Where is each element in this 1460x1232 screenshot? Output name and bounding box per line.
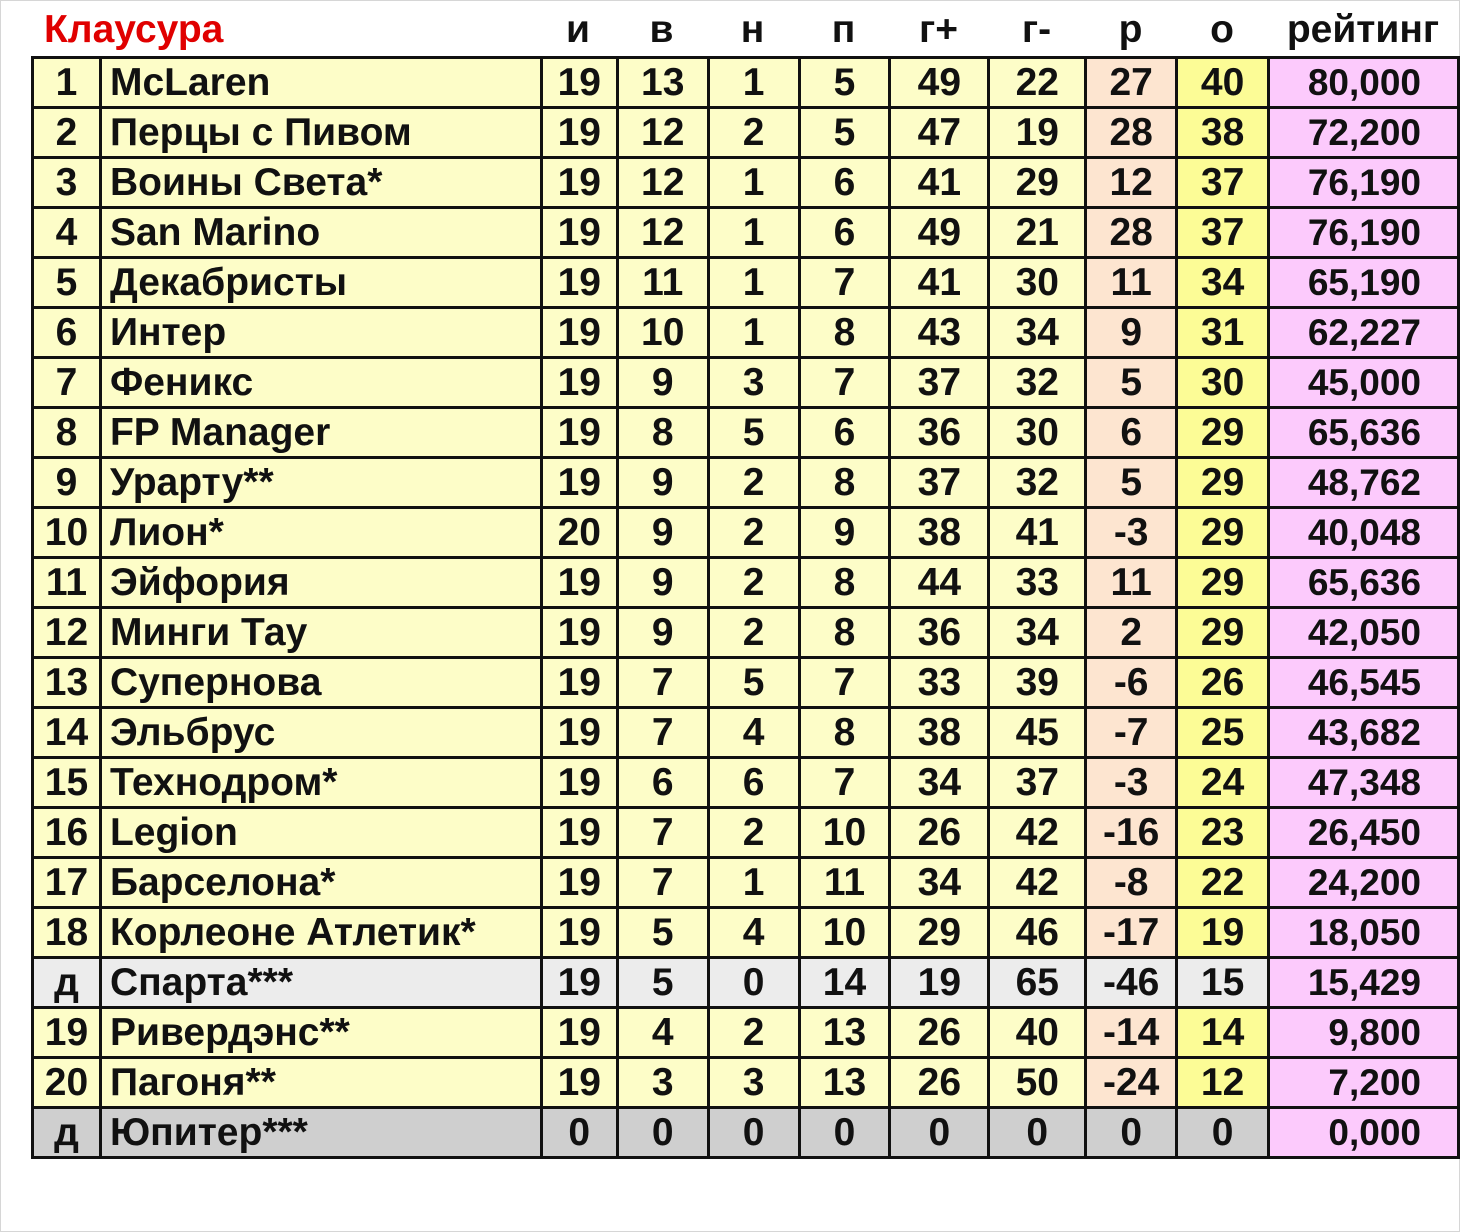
draws-cell: 1: [708, 208, 799, 258]
goal-difference-cell: 6: [1086, 408, 1177, 458]
points-cell: 14: [1177, 1008, 1269, 1058]
goals-against-cell: 33: [989, 558, 1086, 608]
draws-cell: 2: [708, 808, 799, 858]
games-cell: 0: [541, 1108, 617, 1158]
goals-for-cell: 0: [890, 1108, 989, 1158]
games-cell: 19: [541, 608, 617, 658]
table-row: [33, 208, 1459, 258]
team-name-cell: Юпитер***: [100, 1108, 541, 1158]
position-cell: 15: [33, 758, 101, 808]
table-row: [33, 458, 1459, 508]
points-cell: 29: [1177, 458, 1269, 508]
wins-cell: 4: [617, 1008, 708, 1058]
table-row: [33, 158, 1459, 208]
table-row: [33, 858, 1459, 908]
position-cell: 1: [33, 58, 101, 108]
wins-cell: 11: [617, 258, 708, 308]
draws-cell: 1: [708, 158, 799, 208]
goal-difference-cell: -17: [1086, 908, 1177, 958]
goals-for-cell: 26: [890, 808, 989, 858]
wins-cell: 5: [617, 908, 708, 958]
draws-cell: 2: [708, 1008, 799, 1058]
table-row: [33, 558, 1459, 608]
games-cell: 19: [541, 358, 617, 408]
goals-against-cell: 37: [989, 758, 1086, 808]
points-cell: 19: [1177, 908, 1269, 958]
team-name-cell: Спарта***: [100, 958, 541, 1008]
col-header-goals-for: г+: [918, 8, 959, 51]
draws-cell: 1: [708, 308, 799, 358]
rating-cell: 48,762: [1269, 458, 1459, 508]
goals-against-cell: 46: [989, 908, 1086, 958]
team-name-cell: Урарту**: [100, 458, 541, 508]
goals-for-cell: 36: [890, 608, 989, 658]
col-header-rating: рейтинг: [1286, 8, 1440, 51]
losses-cell: 8: [799, 558, 890, 608]
wins-cell: 9: [617, 358, 708, 408]
team-name-cell: San Marino: [100, 208, 541, 258]
goal-difference-cell: 27: [1086, 58, 1177, 108]
team-name-cell: FP Manager: [100, 408, 541, 458]
losses-cell: 8: [799, 308, 890, 358]
goals-against-cell: 0: [989, 1108, 1086, 1158]
games-cell: 19: [541, 958, 617, 1008]
goal-difference-cell: -7: [1086, 708, 1177, 758]
team-name-cell: Барселона*: [100, 858, 541, 908]
losses-cell: 7: [799, 358, 890, 408]
losses-cell: 6: [799, 158, 890, 208]
table-row: [33, 308, 1459, 358]
draws-cell: 6: [708, 758, 799, 808]
position-cell: 18: [33, 908, 101, 958]
position-cell: 10: [33, 508, 101, 558]
goal-difference-cell: 2: [1086, 608, 1177, 658]
goal-difference-cell: 11: [1086, 258, 1177, 308]
rating-cell: 43,682: [1269, 708, 1459, 758]
position-cell: 19: [33, 1008, 101, 1058]
goals-for-cell: 37: [890, 458, 989, 508]
team-name-cell: McLaren: [100, 58, 541, 108]
goals-against-cell: 30: [989, 258, 1086, 308]
goals-against-cell: 34: [989, 608, 1086, 658]
goals-against-cell: 45: [989, 708, 1086, 758]
team-name-cell: Супернова: [100, 658, 541, 708]
rating-cell: 65,636: [1269, 408, 1459, 458]
points-cell: 29: [1177, 558, 1269, 608]
goals-against-cell: 29: [989, 158, 1086, 208]
col-header-goals-against: г-: [1021, 8, 1052, 51]
col-header-difference: р: [1118, 8, 1143, 51]
wins-cell: 12: [617, 108, 708, 158]
wins-cell: 9: [617, 508, 708, 558]
wins-cell: 6: [617, 758, 708, 808]
games-cell: 19: [541, 558, 617, 608]
goals-for-cell: 34: [890, 858, 989, 908]
goals-for-cell: 33: [890, 658, 989, 708]
table-row: [33, 608, 1459, 658]
col-header-games: и: [566, 8, 590, 51]
points-cell: 29: [1177, 508, 1269, 558]
games-cell: 19: [541, 58, 617, 108]
games-cell: 19: [541, 158, 617, 208]
draws-cell: 5: [708, 658, 799, 708]
draws-cell: 1: [708, 858, 799, 908]
losses-cell: 7: [799, 258, 890, 308]
goal-difference-cell: -3: [1086, 508, 1177, 558]
rating-cell: 24,200: [1269, 858, 1459, 908]
rating-cell: 40,048: [1269, 508, 1459, 558]
draws-cell: 2: [708, 608, 799, 658]
goals-against-cell: 39: [989, 658, 1086, 708]
goal-difference-cell: -14: [1086, 1008, 1177, 1058]
position-cell: 2: [33, 108, 101, 158]
goals-for-cell: 19: [890, 958, 989, 1008]
table-row: [33, 1008, 1459, 1058]
draws-cell: 2: [708, 508, 799, 558]
points-cell: 37: [1177, 208, 1269, 258]
draws-cell: 5: [708, 408, 799, 458]
goals-for-cell: 37: [890, 358, 989, 408]
goals-against-cell: 42: [989, 808, 1086, 858]
standings-body: [33, 58, 1459, 1158]
wins-cell: 7: [617, 708, 708, 758]
position-cell: 7: [33, 358, 101, 408]
draws-cell: 4: [708, 908, 799, 958]
team-name-cell: Пагоня**: [100, 1058, 541, 1108]
wins-cell: 0: [617, 1108, 708, 1158]
losses-cell: 5: [799, 58, 890, 108]
table-row: [33, 658, 1459, 708]
position-cell: 17: [33, 858, 101, 908]
goal-difference-cell: -46: [1086, 958, 1177, 1008]
table-row: [33, 958, 1459, 1008]
col-header-losses: п: [831, 8, 856, 51]
losses-cell: 8: [799, 608, 890, 658]
points-cell: 26: [1177, 658, 1269, 708]
losses-cell: 8: [799, 708, 890, 758]
wins-cell: 9: [617, 458, 708, 508]
points-cell: 29: [1177, 408, 1269, 458]
position-cell: 16: [33, 808, 101, 858]
draws-cell: 1: [708, 58, 799, 108]
games-cell: 19: [541, 458, 617, 508]
goal-difference-cell: 0: [1086, 1108, 1177, 1158]
draws-cell: 2: [708, 108, 799, 158]
losses-cell: 14: [799, 958, 890, 1008]
points-cell: 38: [1177, 108, 1269, 158]
losses-cell: 6: [799, 408, 890, 458]
position-cell: 12: [33, 608, 101, 658]
goals-for-cell: 49: [890, 208, 989, 258]
goal-difference-cell: -24: [1086, 1058, 1177, 1108]
wins-cell: 5: [617, 958, 708, 1008]
rating-cell: 62,227: [1269, 308, 1459, 358]
losses-cell: 11: [799, 858, 890, 908]
position-cell: 14: [33, 708, 101, 758]
draws-cell: 4: [708, 708, 799, 758]
goal-difference-cell: -16: [1086, 808, 1177, 858]
header-row: [0, 0, 1460, 56]
games-cell: 19: [541, 1008, 617, 1058]
points-cell: 25: [1177, 708, 1269, 758]
points-cell: 24: [1177, 758, 1269, 808]
goals-for-cell: 29: [890, 908, 989, 958]
losses-cell: 7: [799, 658, 890, 708]
position-cell: 6: [33, 308, 101, 358]
goal-difference-cell: -6: [1086, 658, 1177, 708]
draws-cell: 1: [708, 258, 799, 308]
position-cell: 9: [33, 458, 101, 508]
draws-cell: 0: [708, 958, 799, 1008]
rating-cell: 72,200: [1269, 108, 1459, 158]
losses-cell: 6: [799, 208, 890, 258]
team-name-cell: Ривердэнс**: [100, 1008, 541, 1058]
team-name-cell: Legion: [100, 808, 541, 858]
team-name-cell: Перцы с Пивом: [100, 108, 541, 158]
goals-for-cell: 41: [890, 258, 989, 308]
wins-cell: 12: [617, 158, 708, 208]
rating-cell: 46,545: [1269, 658, 1459, 708]
losses-cell: 10: [799, 808, 890, 858]
losses-cell: 10: [799, 908, 890, 958]
rating-cell: 47,348: [1269, 758, 1459, 808]
goals-for-cell: 49: [890, 58, 989, 108]
goals-for-cell: 47: [890, 108, 989, 158]
position-cell: 13: [33, 658, 101, 708]
goals-for-cell: 36: [890, 408, 989, 458]
rating-cell: 0,000: [1269, 1108, 1459, 1158]
rating-cell: 9,800: [1269, 1008, 1459, 1058]
position-cell: 8: [33, 408, 101, 458]
table-row: [33, 1058, 1459, 1108]
rating-cell: 18,050: [1269, 908, 1459, 958]
goals-against-cell: 34: [989, 308, 1086, 358]
standings-table: [31, 56, 1460, 1159]
col-header-draws: н: [740, 8, 765, 51]
goals-against-cell: 19: [989, 108, 1086, 158]
table-title: Клаусура: [44, 8, 224, 51]
position-cell: д: [33, 1108, 101, 1158]
points-cell: 23: [1177, 808, 1269, 858]
wins-cell: 3: [617, 1058, 708, 1108]
team-name-cell: Феникс: [100, 358, 541, 408]
goals-against-cell: 65: [989, 958, 1086, 1008]
team-name-cell: Эльбрус: [100, 708, 541, 758]
losses-cell: 8: [799, 458, 890, 508]
goal-difference-cell: -8: [1086, 858, 1177, 908]
rating-cell: 26,450: [1269, 808, 1459, 858]
goals-against-cell: 41: [989, 508, 1086, 558]
table-row: [33, 808, 1459, 858]
wins-cell: 7: [617, 658, 708, 708]
rating-cell: 76,190: [1269, 208, 1459, 258]
games-cell: 19: [541, 308, 617, 358]
wins-cell: 9: [617, 608, 708, 658]
table-row: [33, 358, 1459, 408]
team-name-cell: Минги Тау: [100, 608, 541, 658]
losses-cell: 5: [799, 108, 890, 158]
wins-cell: 9: [617, 558, 708, 608]
games-cell: 19: [541, 258, 617, 308]
losses-cell: 13: [799, 1008, 890, 1058]
goals-against-cell: 50: [989, 1058, 1086, 1108]
games-cell: 19: [541, 908, 617, 958]
rating-cell: 7,200: [1269, 1058, 1459, 1108]
wins-cell: 8: [617, 408, 708, 458]
col-header-wins: в: [649, 8, 674, 51]
table-row: [33, 108, 1459, 158]
goals-for-cell: 38: [890, 508, 989, 558]
table-row: [33, 408, 1459, 458]
goal-difference-cell: 9: [1086, 308, 1177, 358]
position-cell: 3: [33, 158, 101, 208]
team-name-cell: Декабристы: [100, 258, 541, 308]
rating-cell: 65,190: [1269, 258, 1459, 308]
goals-against-cell: 21: [989, 208, 1086, 258]
games-cell: 19: [541, 408, 617, 458]
col-header-points: о: [1210, 8, 1234, 51]
table-row: [33, 258, 1459, 308]
draws-cell: 2: [708, 458, 799, 508]
points-cell: 40: [1177, 58, 1269, 108]
team-name-cell: Интер: [100, 308, 541, 358]
goals-for-cell: 26: [890, 1058, 989, 1108]
games-cell: 19: [541, 708, 617, 758]
rating-cell: 80,000: [1269, 58, 1459, 108]
games-cell: 19: [541, 1058, 617, 1108]
position-cell: 5: [33, 258, 101, 308]
games-cell: 19: [541, 758, 617, 808]
rating-cell: 45,000: [1269, 358, 1459, 408]
wins-cell: 7: [617, 858, 708, 908]
team-name-cell: Корлеоне Атлетик*: [100, 908, 541, 958]
points-cell: 31: [1177, 308, 1269, 358]
team-name-cell: Лион*: [100, 508, 541, 558]
position-cell: 4: [33, 208, 101, 258]
goals-against-cell: 30: [989, 408, 1086, 458]
goal-difference-cell: 28: [1086, 208, 1177, 258]
goals-against-cell: 40: [989, 1008, 1086, 1058]
points-cell: 29: [1177, 608, 1269, 658]
table-row: [33, 1108, 1459, 1158]
team-name-cell: Эйфория: [100, 558, 541, 608]
points-cell: 30: [1177, 358, 1269, 408]
rating-cell: 15,429: [1269, 958, 1459, 1008]
rating-cell: 42,050: [1269, 608, 1459, 658]
draws-cell: 2: [708, 558, 799, 608]
points-cell: 0: [1177, 1108, 1269, 1158]
games-cell: 19: [541, 108, 617, 158]
goals-for-cell: 34: [890, 758, 989, 808]
wins-cell: 7: [617, 808, 708, 858]
draws-cell: 3: [708, 1058, 799, 1108]
games-cell: 19: [541, 658, 617, 708]
wins-cell: 13: [617, 58, 708, 108]
goal-difference-cell: 5: [1086, 458, 1177, 508]
goals-against-cell: 22: [989, 58, 1086, 108]
points-cell: 12: [1177, 1058, 1269, 1108]
goals-against-cell: 42: [989, 858, 1086, 908]
games-cell: 19: [541, 208, 617, 258]
goals-for-cell: 38: [890, 708, 989, 758]
games-cell: 19: [541, 808, 617, 858]
goals-against-cell: 32: [989, 358, 1086, 408]
goal-difference-cell: -3: [1086, 758, 1177, 808]
wins-cell: 10: [617, 308, 708, 358]
draws-cell: 3: [708, 358, 799, 408]
points-cell: 22: [1177, 858, 1269, 908]
team-name-cell: Воины Света*: [100, 158, 541, 208]
games-cell: 20: [541, 508, 617, 558]
table-row: [33, 58, 1459, 108]
position-cell: 11: [33, 558, 101, 608]
table-row: [33, 708, 1459, 758]
points-cell: 34: [1177, 258, 1269, 308]
losses-cell: 0: [799, 1108, 890, 1158]
goals-for-cell: 26: [890, 1008, 989, 1058]
losses-cell: 13: [799, 1058, 890, 1108]
rating-cell: 76,190: [1269, 158, 1459, 208]
goals-for-cell: 43: [890, 308, 989, 358]
position-cell: д: [33, 958, 101, 1008]
table-row: [33, 758, 1459, 808]
points-cell: 37: [1177, 158, 1269, 208]
goals-for-cell: 44: [890, 558, 989, 608]
points-cell: 15: [1177, 958, 1269, 1008]
goals-for-cell: 41: [890, 158, 989, 208]
rating-cell: 65,636: [1269, 558, 1459, 608]
losses-cell: 9: [799, 508, 890, 558]
table-row: [33, 508, 1459, 558]
draws-cell: 0: [708, 1108, 799, 1158]
goal-difference-cell: 11: [1086, 558, 1177, 608]
position-cell: 20: [33, 1058, 101, 1108]
games-cell: 19: [541, 858, 617, 908]
goals-against-cell: 32: [989, 458, 1086, 508]
losses-cell: 7: [799, 758, 890, 808]
goal-difference-cell: 5: [1086, 358, 1177, 408]
goal-difference-cell: 12: [1086, 158, 1177, 208]
goal-difference-cell: 28: [1086, 108, 1177, 158]
wins-cell: 12: [617, 208, 708, 258]
table-row: [33, 908, 1459, 958]
team-name-cell: Технодром*: [100, 758, 541, 808]
